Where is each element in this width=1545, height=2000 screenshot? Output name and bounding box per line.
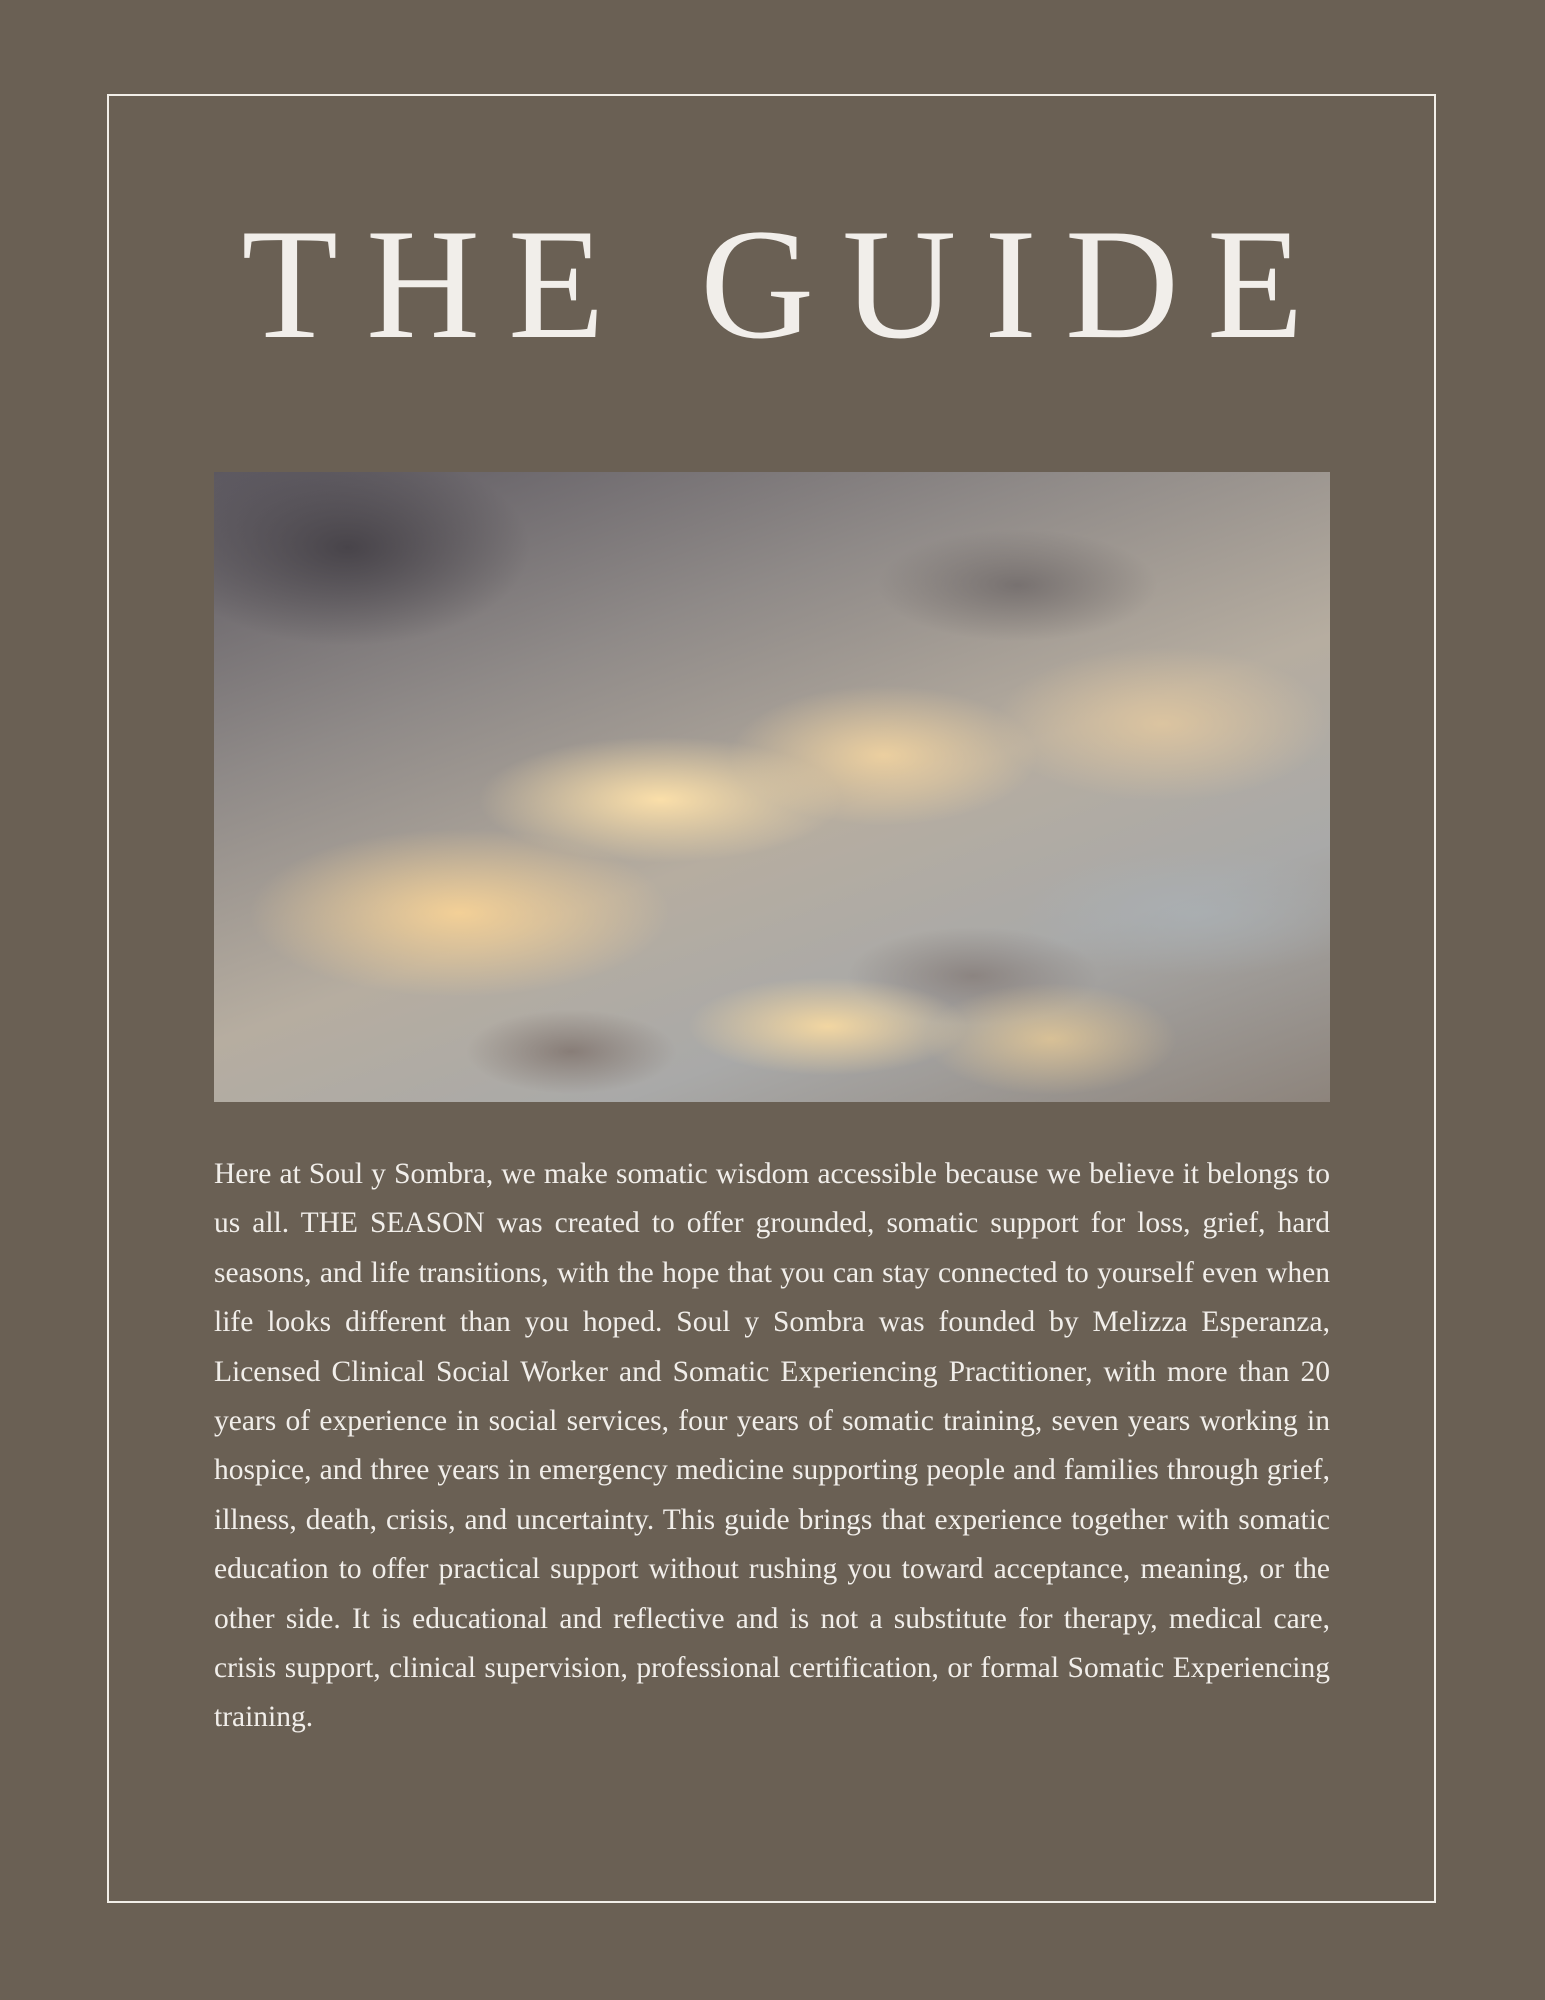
- sky-clouds-image: [214, 472, 1330, 1102]
- page-title: THE GUIDE: [241, 197, 1332, 372]
- guide-description: Here at Soul y Sombra, we make somatic wisdom accessible because we believe it belongs to us all. THE SEASON was created to offer grounded, somatic support for loss, grief, hard seasons, and life transitions, with the hope that you can stay connected to yourself even when life looks different than you hoped. Soul y Sombra was founded by Melizza Esperanza, Licensed Clinical Social Worker and Somatic Experiencing Practitioner, with more than 20 years of experience in social services, four years of somatic training, seven years working in hospice, and three years in emergency medicine supporting people and families through grief, illness, death, crisis, and uncertainty. This guide brings that experience together with somatic education to offer practical support without rushing you toward acceptance, meaning, or the other side. It is educational and reflective and is not a substitute for therapy, medical care, crisis support, clinical supervision, professional certification, or formal Somatic Experiencing training.: [214, 1158, 1330, 1734]
